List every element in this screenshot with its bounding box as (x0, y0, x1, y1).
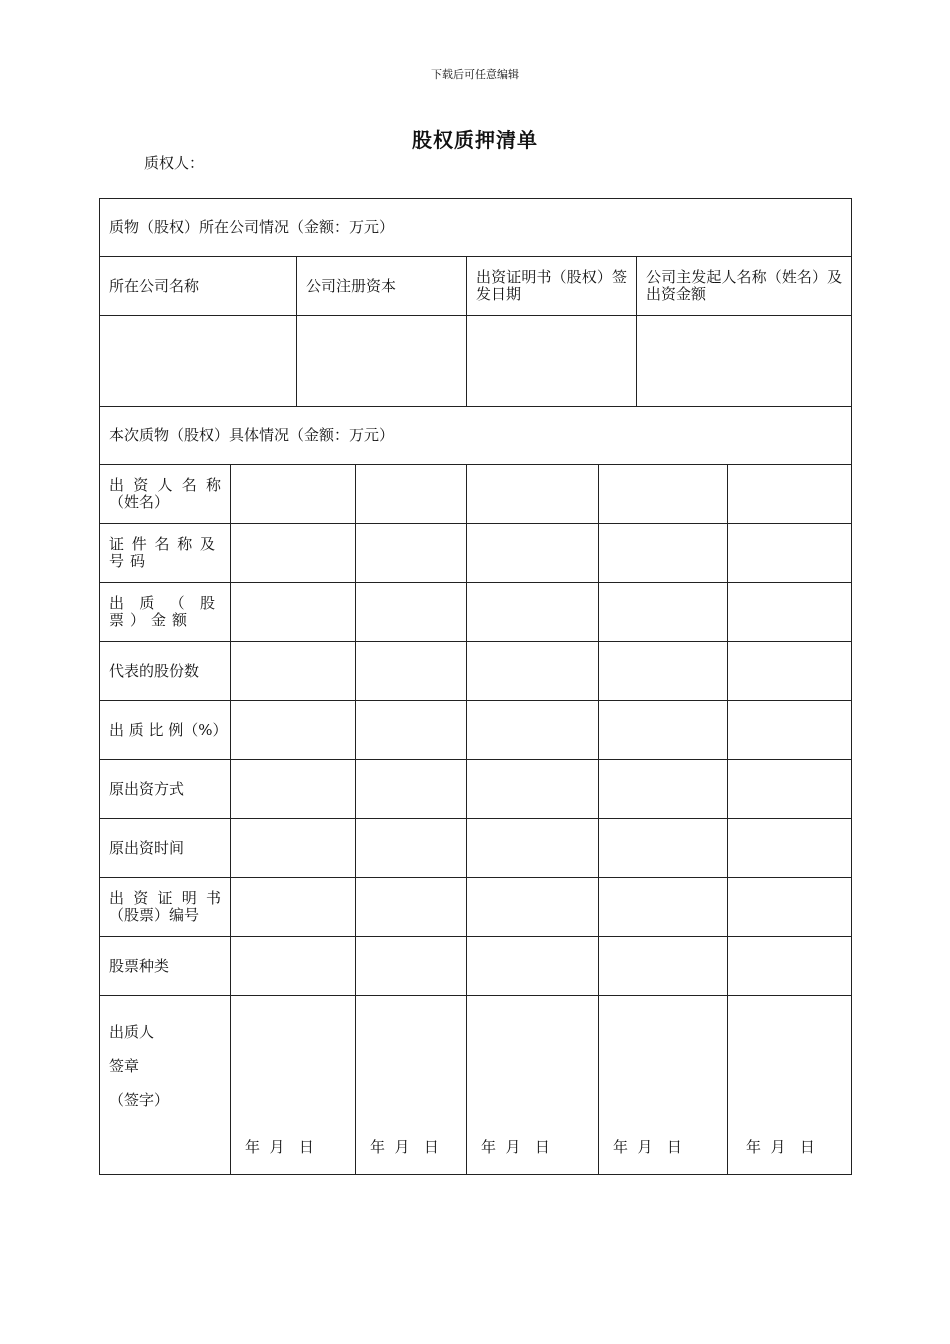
signature-date: 年 月 日 (481, 1138, 550, 1156)
cell[interactable] (231, 465, 356, 524)
cell[interactable] (231, 878, 356, 937)
row-label-investor-name: 出 资 人 名 称（姓名） (100, 465, 231, 524)
cell[interactable] (356, 701, 467, 760)
cell[interactable] (356, 937, 467, 996)
cell[interactable] (356, 878, 467, 937)
cell[interactable] (231, 583, 356, 642)
cell[interactable] (467, 878, 599, 937)
cell[interactable] (599, 583, 728, 642)
signature-cell[interactable] (728, 996, 852, 1175)
cell[interactable] (728, 819, 852, 878)
signature-label-line: 签章 (109, 1057, 140, 1075)
section2-title: 本次质物（股权）具体情况（金额：万元） (100, 407, 852, 465)
cell[interactable] (356, 465, 467, 524)
cell[interactable] (728, 760, 852, 819)
certificate-date-field[interactable] (467, 316, 637, 407)
cell[interactable] (728, 937, 852, 996)
signature-label-line: （签字） (109, 1091, 170, 1109)
cell[interactable] (231, 642, 356, 701)
cell[interactable] (467, 760, 599, 819)
cell[interactable] (231, 524, 356, 583)
cell[interactable] (356, 642, 467, 701)
row-label-certificate-number: 出 资 证 明 书（股票）编号 (100, 878, 231, 937)
cell[interactable] (728, 701, 852, 760)
cell[interactable] (728, 642, 852, 701)
signature-date: 年 月 日 (613, 1138, 682, 1156)
row-label-share-count: 代表的股份数 (100, 642, 231, 701)
cell[interactable] (599, 878, 728, 937)
signature-cell[interactable] (231, 996, 356, 1175)
cell[interactable] (728, 583, 852, 642)
cell[interactable] (599, 760, 728, 819)
signature-cell[interactable] (467, 996, 599, 1175)
cell[interactable] (599, 524, 728, 583)
pledge-form-table (99, 198, 852, 1175)
cell[interactable] (356, 819, 467, 878)
header-company-name: 所在公司名称 (100, 257, 297, 316)
signature-label (100, 996, 231, 1175)
cell[interactable] (599, 937, 728, 996)
cell[interactable] (467, 642, 599, 701)
row-label-contribution-method: 原出资方式 (100, 760, 231, 819)
section1-title: 质物（股权）所在公司情况（金额：万元） (100, 199, 852, 257)
cell[interactable] (728, 524, 852, 583)
cell[interactable] (356, 583, 467, 642)
cell[interactable] (599, 701, 728, 760)
cell[interactable] (599, 819, 728, 878)
signature-cell[interactable] (599, 996, 728, 1175)
cell[interactable] (231, 701, 356, 760)
cell[interactable] (728, 878, 852, 937)
cell[interactable] (467, 465, 599, 524)
signature-date: 年 月 日 (370, 1138, 439, 1156)
cell[interactable] (467, 583, 599, 642)
signature-date: 年 月 日 (245, 1138, 314, 1156)
founder-name-field[interactable] (637, 316, 852, 407)
cell[interactable] (467, 937, 599, 996)
cell[interactable] (231, 819, 356, 878)
row-label-stock-type: 股票种类 (100, 937, 231, 996)
pledgee-label: 质权人： (144, 154, 205, 172)
cell[interactable] (728, 465, 852, 524)
signature-label-line: 出质人 (109, 1023, 155, 1041)
cell[interactable] (356, 760, 467, 819)
row-label-pledge-amount: 出质（股票）金额 (100, 583, 231, 642)
company-name-field[interactable] (100, 316, 297, 407)
cell[interactable] (356, 524, 467, 583)
header-founder-name: 公司主发起人名称（姓名）及出资金额 (637, 257, 852, 316)
row-label-contribution-time: 原出资时间 (100, 819, 231, 878)
header-certificate-date: 出资证明书（股权）签发日期 (467, 257, 637, 316)
cell[interactable] (467, 701, 599, 760)
cell[interactable] (599, 465, 728, 524)
signature-date: 年 月 日 (746, 1138, 815, 1156)
cell[interactable] (467, 524, 599, 583)
row-label-id-document: 证件名称及号码 (100, 524, 231, 583)
header-registered-capital: 公司注册资本 (297, 257, 467, 316)
header-note: 下载后可任意编辑 (431, 68, 519, 81)
cell[interactable] (599, 642, 728, 701)
row-label-pledge-ratio: 出 质 比 例（%） (100, 701, 231, 760)
registered-capital-field[interactable] (297, 316, 467, 407)
cell[interactable] (231, 937, 356, 996)
cell[interactable] (467, 819, 599, 878)
cell[interactable] (231, 760, 356, 819)
signature-cell[interactable] (356, 996, 467, 1175)
document-title: 股权质押清单 (412, 128, 538, 152)
